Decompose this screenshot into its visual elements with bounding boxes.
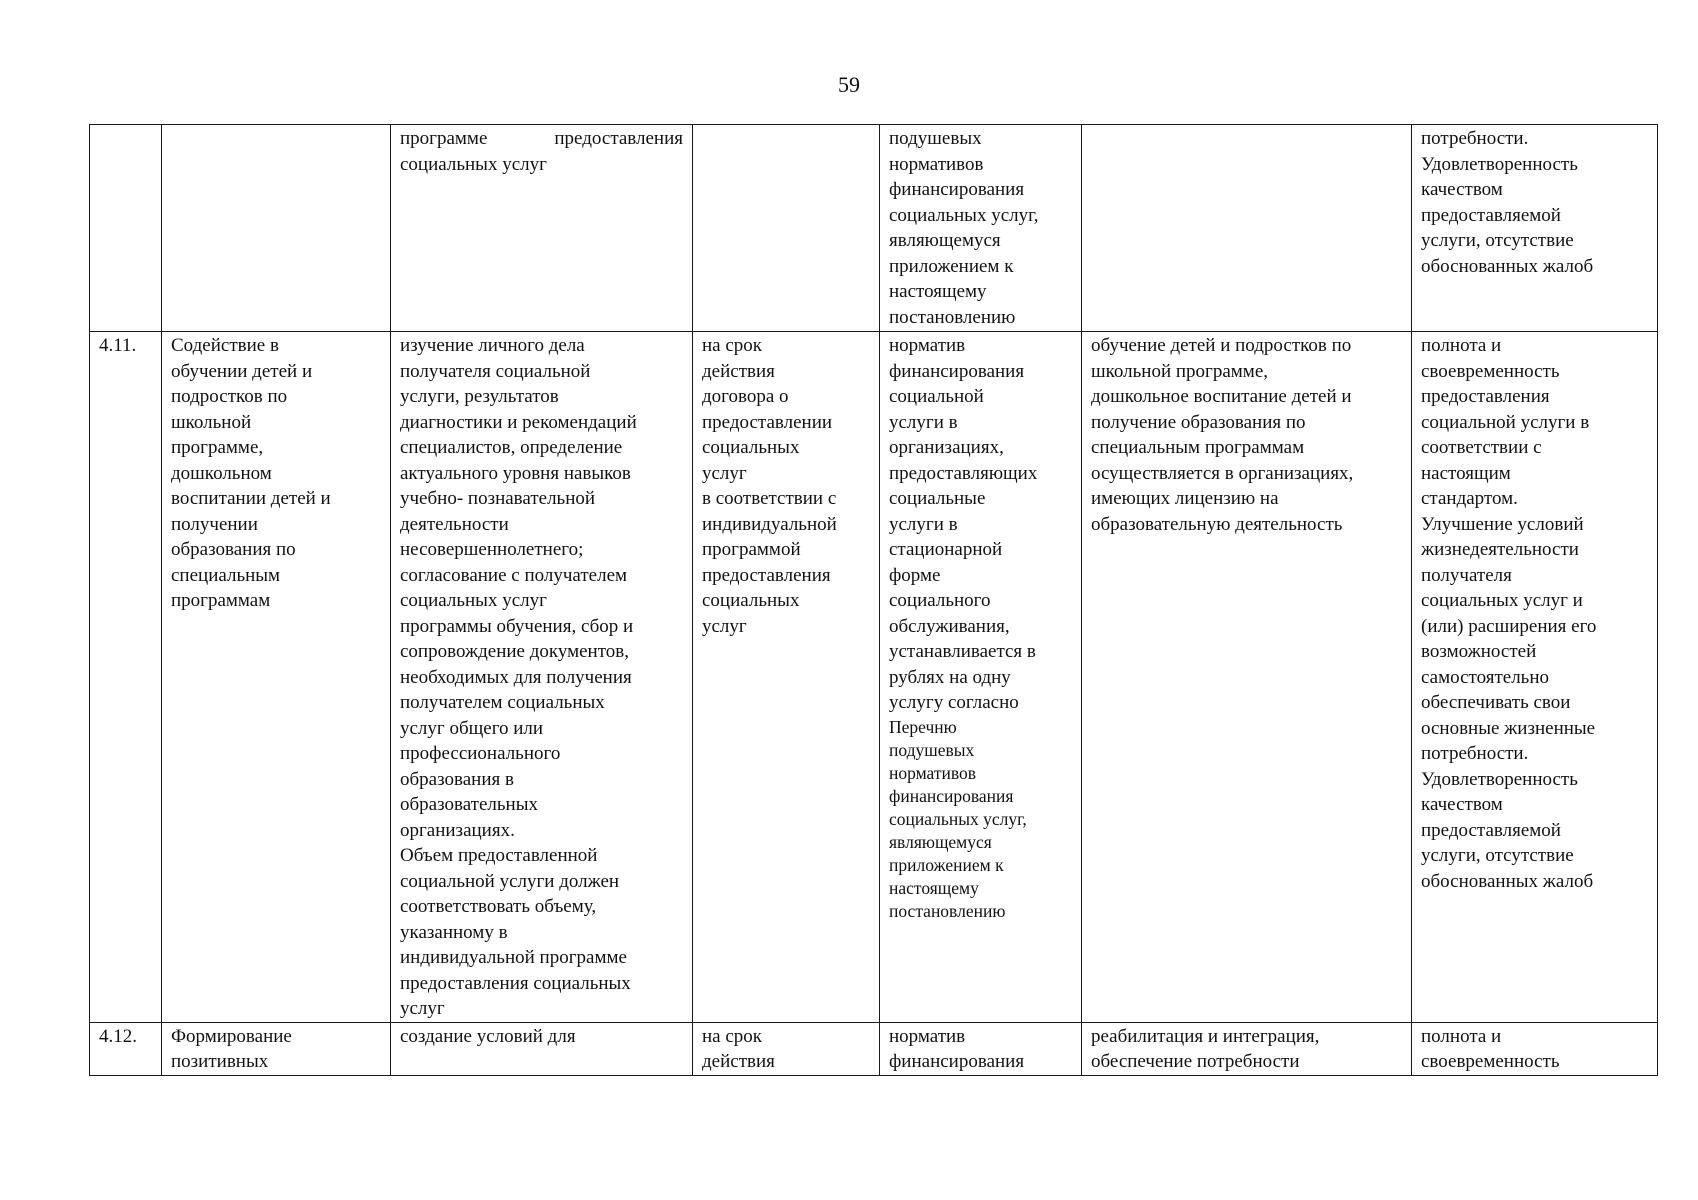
table-row: [90, 125, 1658, 332]
cell-service-term: на срок действия: [693, 1022, 880, 1075]
page-number: 59: [838, 72, 860, 97]
cell-financing-norm: норматив финансирования: [880, 1022, 1082, 1075]
norm-small-text: Перечню подушевых нормативов финансирования социальных услуг, являющемуся приложением к настоящему постановлению: [889, 716, 1027, 921]
cell-service-description: программе предоставления социальных услуг: [391, 125, 693, 332]
cell-financing-norm: норматив финансирования социальной услуги в организациях, предоставляющих социальные услуги в стационарной форме социального обслуживания, устанавливается в рублях на одну услугу согласно Перечню подушевых нормативов финансирования социальных услуг, являющемуся приложением к настоящему постановлению: [880, 332, 1082, 1023]
cell-number: 4.11.: [90, 332, 162, 1023]
cell-number: [90, 125, 162, 332]
cell-provision-conditions: [1082, 125, 1412, 332]
cell-provision-conditions: реабилитация и интеграция, обеспечение потребности: [1082, 1022, 1412, 1075]
cell-service-description: изучение личного дела получателя социальной услуги, результатов диагностики и рекомендаций специалистов, определение актуального уровня навыков учебно- познавательной деятельности несовершеннолетнего; согласование с получателем социальных услуг программы обучения, сбор и сопровождение документов, необходимых для получения получателем социальных услуг общего или профессионального образования в образовательных организациях. Объем предоставленной социальной услуги должен соответствовать объему, указанному в индивидуальной программе предоставления социальных услуг: [391, 332, 693, 1023]
cell-service-term: на срок действия договора о предоставлении социальных услуг в соответствии с индивидуальной программой предоставления социальных услуг: [693, 332, 880, 1023]
cell-service-name: Формирование позитивных: [162, 1022, 391, 1075]
cell-service-name: [162, 125, 391, 332]
cell-service-name: Содействие в обучении детей и подростков по школьной программе, дошкольном воспитании детей и получении образования по специальным программам: [162, 332, 391, 1023]
table-row: [90, 1022, 1658, 1075]
services-standard-table: [89, 124, 1658, 1076]
cell-financing-norm: подушевых нормативов финансирования социальных услуг, являющемуся приложением к настоящему постановлению: [880, 125, 1082, 332]
cell-service-term: [693, 125, 880, 332]
cell-quality-indicators: потребности. Удовлетворенность качеством предоставляемой услуги, отсутствие обоснованных жалоб: [1412, 125, 1658, 332]
justified-line: программе предоставления: [400, 128, 683, 149]
table-row: [90, 332, 1658, 1023]
cell-quality-indicators: полнота и своевременность предоставления социальной услуги в соответствии с настоящим стандартом. Улучшение условий жизнедеятельности получателя социальных услуг и (или) расширения его возможностей самостоятельно обеспечивать свои основные жизненные потребности. Удовлетворенность качеством предоставляемой услуги, отсутствие обоснованных жалоб: [1412, 332, 1658, 1023]
cell-service-description: создание условий для: [391, 1022, 693, 1075]
cell-number: 4.12.: [90, 1022, 162, 1075]
cell-provision-conditions: обучение детей и подростков по школьной программе, дошкольное воспитание детей и получение образования по специальным программам осуществляется в организациях, имеющих лицензию на образовательную деятельность: [1082, 332, 1412, 1023]
cell-quality-indicators: полнота и своевременность: [1412, 1022, 1658, 1075]
